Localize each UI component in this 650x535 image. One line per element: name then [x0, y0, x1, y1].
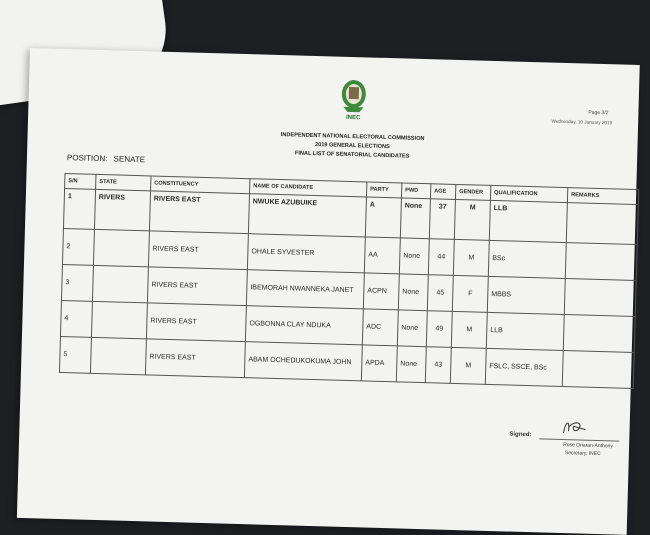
cell-qualification: LLB	[489, 200, 567, 242]
cell-pwd: None	[396, 346, 426, 383]
cell-remarks	[565, 243, 637, 281]
col-header-state: STATE	[96, 174, 151, 191]
cell-age: 43	[425, 347, 451, 384]
cell-pwd: None	[400, 198, 430, 239]
inec-logo-icon	[335, 77, 372, 118]
cell-qualification: LLB	[486, 312, 564, 350]
cell-constituency: RIVERS EAST	[148, 231, 248, 270]
col-header-party: PARTY	[366, 182, 401, 198]
page-number: Page 3/2	[588, 109, 609, 117]
cell-name: NWUKE AZUBUIKE	[248, 194, 366, 237]
cell-party: ACPN	[363, 273, 399, 310]
page-date: Wednesday, 10 January 2019	[551, 118, 613, 126]
cell-gender: M	[454, 199, 490, 240]
cell-constituency: RIVERS EAST	[149, 191, 249, 234]
cell-remarks	[563, 315, 635, 353]
cell-constituency: RIVERS EAST	[147, 267, 247, 306]
heading-line-2: 2019 GENERAL ELECTIONS	[314, 141, 390, 151]
cell-age: 45	[427, 275, 453, 312]
signatory-title: Secretary, INEC	[564, 450, 601, 458]
heading-line-3: FINAL LIST OF SENATORIAL CANDIDATES	[294, 150, 410, 160]
col-header-age: AGE	[430, 184, 455, 200]
signature-label: Signed:	[509, 431, 532, 439]
cell-age: 44	[428, 239, 454, 276]
cell-gender: M	[453, 239, 489, 276]
cell-party: ADC	[362, 309, 398, 346]
cell-remarks	[562, 351, 634, 389]
cell-constituency: RIVERS EAST	[145, 339, 245, 378]
cell-sn: 5	[59, 336, 91, 373]
heading-line-1: INDEPENDENT NATIONAL ELECTORAL COMMISSION	[280, 132, 425, 143]
cell-sn: 4	[60, 300, 92, 337]
cell-qualification: FSLC, SSCE, BSc	[485, 348, 563, 386]
cell-state: RIVERS	[94, 189, 150, 231]
cell-gender: M	[450, 347, 486, 384]
cell-pwd: None	[397, 310, 427, 347]
cell-gender: F	[452, 275, 488, 312]
cell-sn: 2	[62, 229, 94, 266]
cell-sn: 1	[63, 189, 95, 230]
document-page	[17, 48, 640, 535]
col-header-sn: S/N	[65, 174, 96, 190]
cell-age: 37	[429, 199, 455, 240]
cell-name: OHALE SYVESTER	[247, 234, 365, 273]
position-label: POSITION:	[66, 153, 108, 164]
document-heading	[177, 128, 528, 165]
cell-name: IBEMORAH NWANNEKA JANET	[246, 270, 364, 309]
signature-line	[539, 438, 619, 441]
cell-sn: 3	[61, 264, 93, 301]
col-header-pwd: PWD	[401, 183, 430, 199]
cell-state	[92, 265, 148, 303]
cell-party: AA	[364, 237, 400, 274]
col-header-constituency: CONSTITUENCY	[151, 176, 250, 194]
col-header-remarks: REMARKS	[567, 188, 638, 205]
cell-state	[90, 337, 146, 375]
cell-pwd: None	[399, 238, 429, 275]
candidates-table	[59, 173, 639, 389]
signature-block	[509, 422, 620, 458]
cell-qualification: MBBS	[487, 276, 565, 314]
cell-state	[93, 229, 149, 267]
cell-age: 49	[426, 311, 452, 348]
cell-gender: M	[451, 311, 487, 348]
logo-text: INEC	[345, 114, 361, 122]
col-header-gender: GENDER	[455, 184, 490, 200]
signature-mark-icon	[559, 417, 590, 438]
col-header-qualification: QUALIFICATION	[490, 185, 567, 202]
cell-party: APDA	[361, 345, 397, 382]
cell-name: ABAM OCHEDUKOKUMA JOHN	[244, 342, 362, 381]
cell-qualification: BSc	[488, 240, 566, 278]
position-line	[67, 153, 145, 164]
cell-remarks	[564, 279, 636, 317]
cell-remarks	[566, 203, 638, 245]
cell-state	[91, 301, 147, 339]
cell-name: OGBONNA CLAY NDUKA	[245, 306, 363, 345]
signatory-name: Rose Oriaran-Anthony	[563, 442, 613, 450]
cell-constituency: RIVERS EAST	[146, 303, 246, 342]
cell-party: A	[365, 197, 401, 238]
col-header-name: NAME OF CANDIDATE	[250, 179, 367, 197]
position-value: SENATE	[113, 154, 146, 165]
cell-pwd: None	[398, 274, 428, 311]
